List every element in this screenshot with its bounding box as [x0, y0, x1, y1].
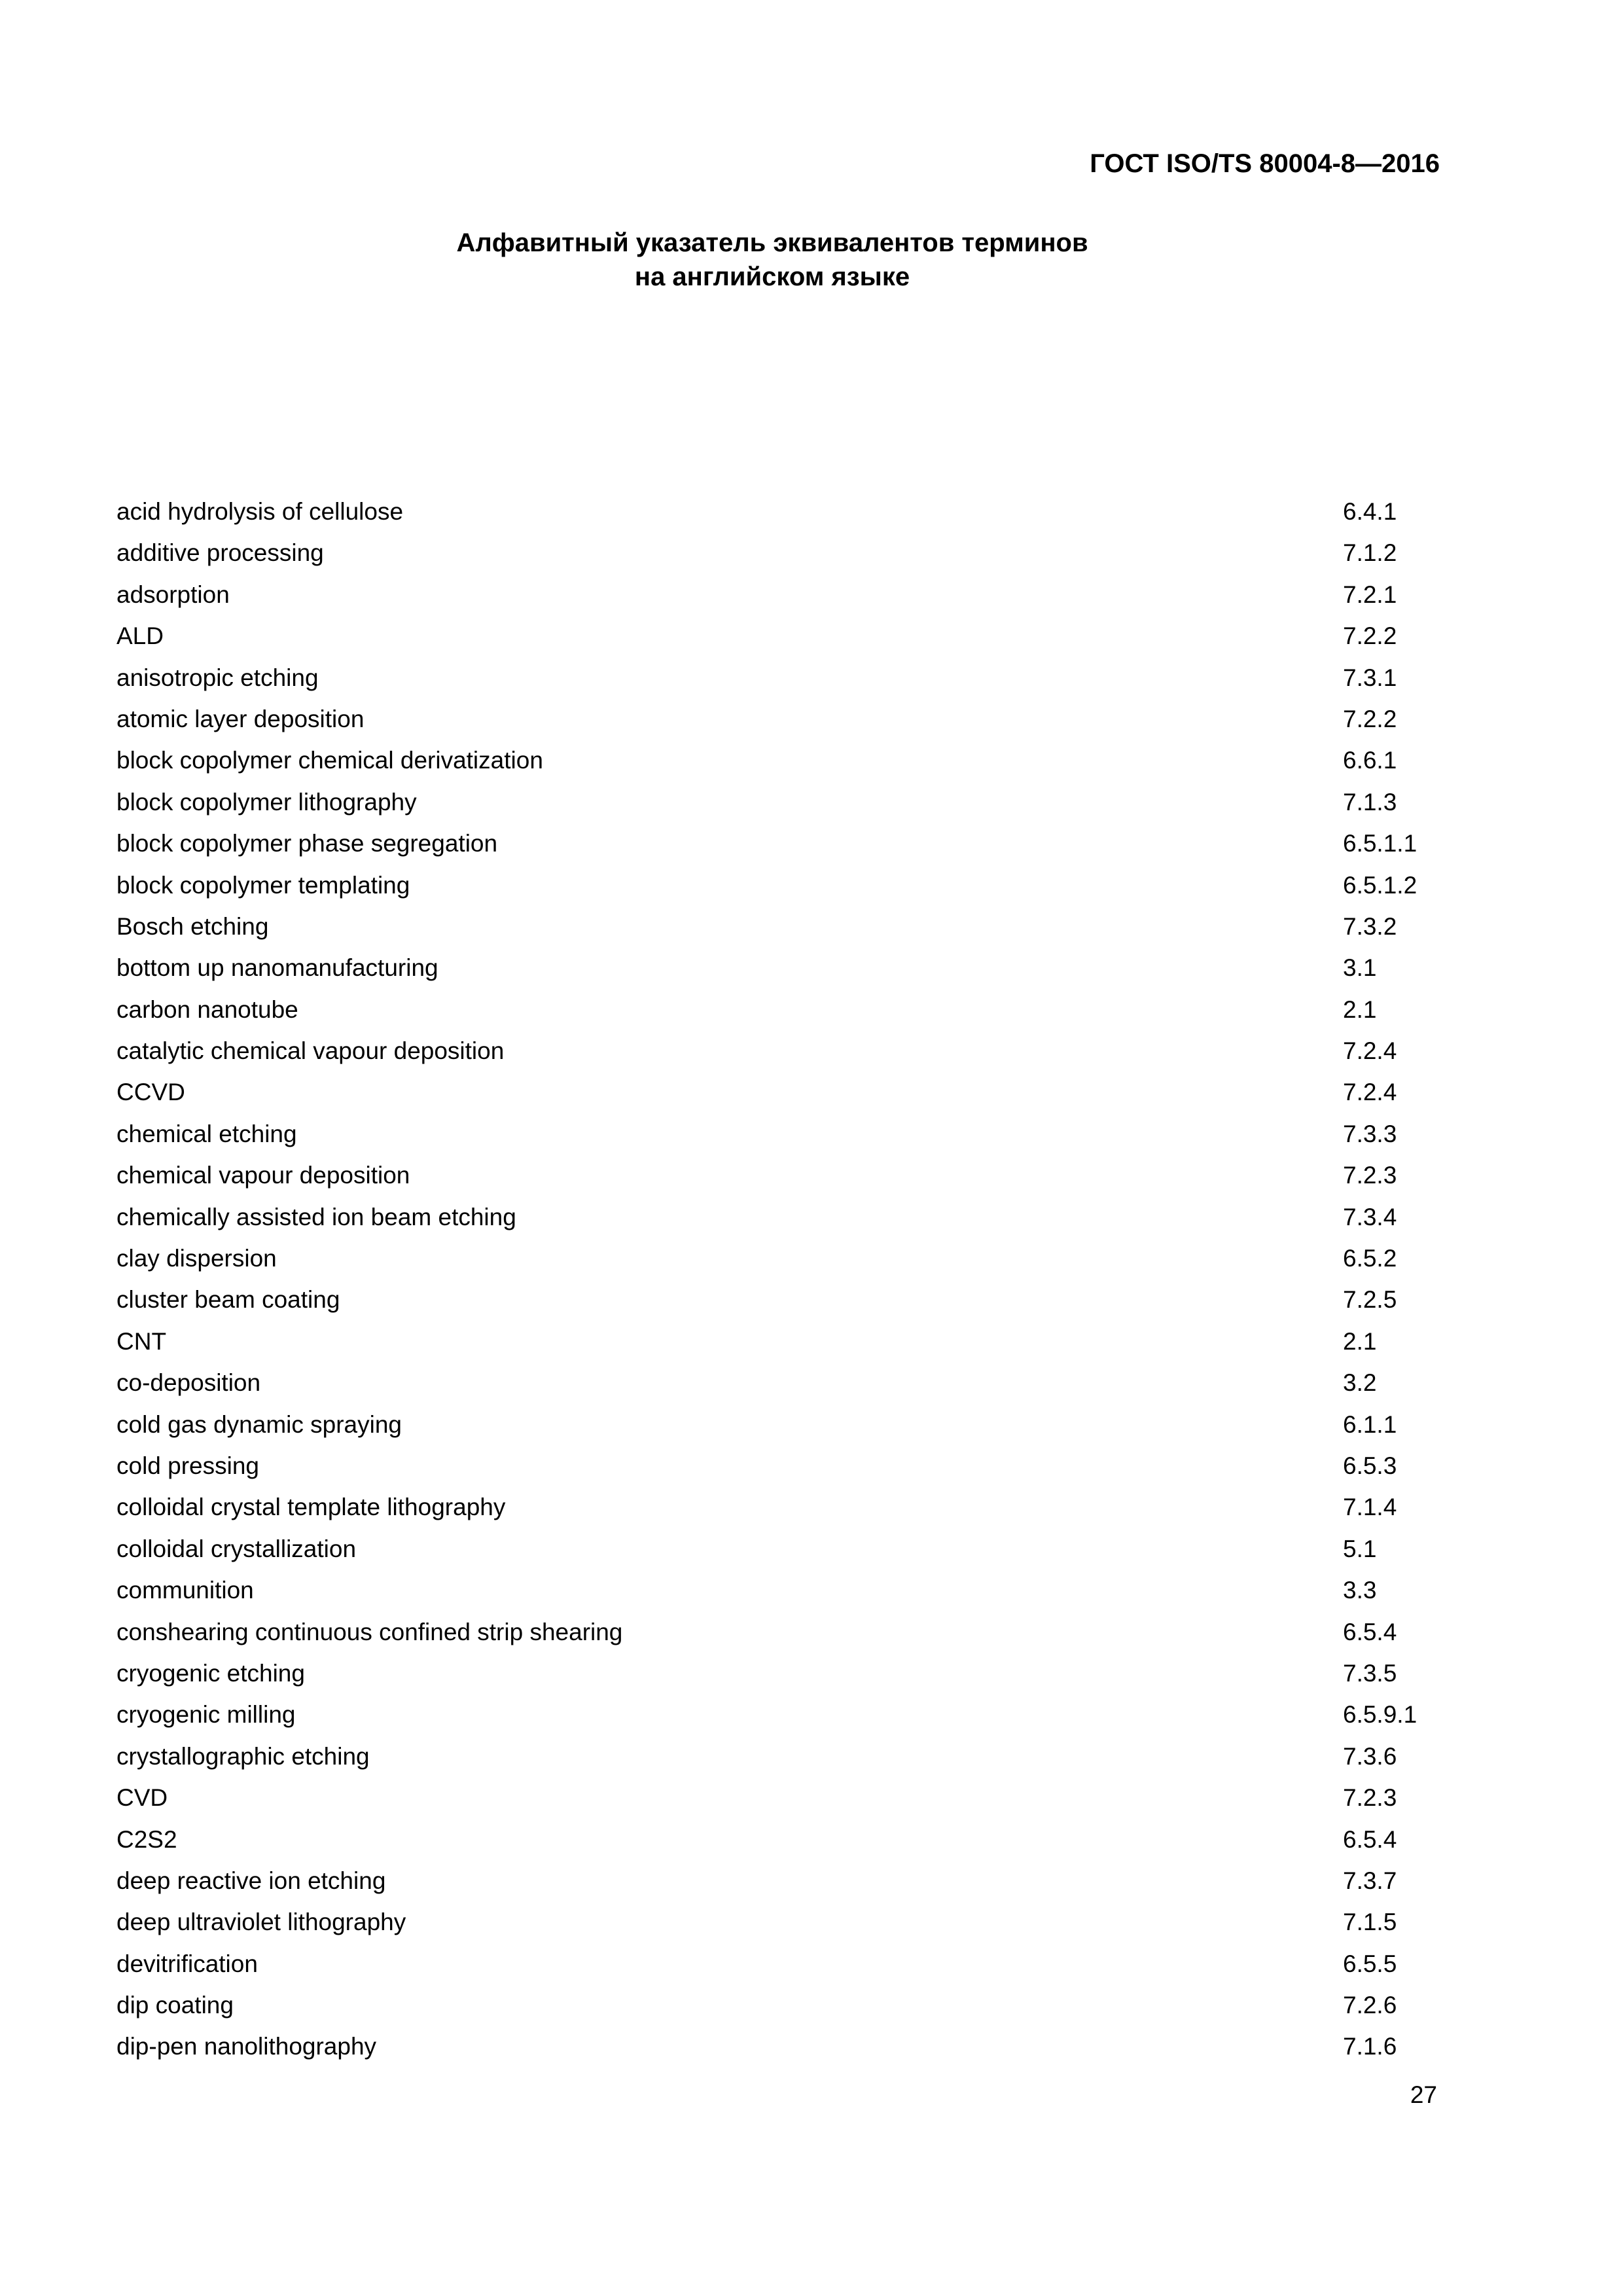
index-entry	[116, 989, 1465, 1030]
index-title-line-1: Алфавитный указатель эквивалентов терминов	[456, 228, 1088, 257]
index-section-ref: 6.5.1.1	[1343, 830, 1418, 857]
index-section-ref: 7.1.3	[1343, 788, 1397, 816]
index-entry	[116, 906, 1465, 947]
term-index-list	[116, 491, 1465, 2068]
index-term: deep reactive ion etching	[116, 1867, 386, 1894]
index-term: conshearing continuous confined strip shearing	[116, 1618, 623, 1645]
index-section-ref: 7.2.2	[1343, 622, 1397, 650]
index-title-line-2: на английском языке	[634, 262, 910, 291]
index-term: block copolymer lithography	[116, 788, 417, 816]
index-entry	[116, 781, 1465, 823]
index-section-ref: 7.3.3	[1343, 1120, 1397, 1147]
index-entry	[116, 1486, 1465, 1528]
index-section-ref: 6.5.9.1	[1343, 1701, 1418, 1729]
index-section-ref: 7.3.7	[1343, 1867, 1397, 1894]
index-section-ref: 6.5.4	[1343, 1618, 1397, 1645]
index-term: block copolymer chemical derivatization	[116, 747, 543, 774]
index-entry	[116, 1445, 1465, 1486]
index-term: adsorption	[116, 581, 230, 608]
index-entry	[116, 2026, 1465, 2067]
index-term: cluster beam coating	[116, 1286, 340, 1314]
index-entry	[116, 740, 1465, 781]
index-entry	[116, 865, 1465, 906]
index-term: co-deposition	[116, 1369, 261, 1397]
index-section-ref: 7.3.4	[1343, 1203, 1397, 1230]
index-section-ref: 7.1.2	[1343, 539, 1397, 567]
index-section-ref: 2.1	[1343, 1327, 1377, 1355]
index-term: catalytic chemical vapour deposition	[116, 1037, 505, 1065]
index-entry	[116, 1238, 1465, 1279]
index-section-ref: 7.2.5	[1343, 1286, 1397, 1314]
index-term: cold gas dynamic spraying	[116, 1410, 402, 1438]
index-term: C2S2	[116, 1825, 177, 1853]
index-term: chemical vapour deposition	[116, 1162, 410, 1189]
index-section-ref: 6.5.5	[1343, 1950, 1397, 1977]
index-term: deep ultraviolet lithography	[116, 1909, 406, 1936]
index-section-ref: 2.1	[1343, 996, 1377, 1023]
index-term: bottom up nanomanufacturing	[116, 954, 438, 982]
index-entry	[116, 823, 1465, 864]
index-term: acid hydrolysis of cellulose	[116, 498, 404, 525]
index-section-ref: 6.4.1	[1343, 498, 1397, 525]
index-entry	[116, 1030, 1465, 1071]
index-entry	[116, 1155, 1465, 1196]
index-term: communition	[116, 1577, 254, 1604]
index-term: Bosch etching	[116, 912, 269, 940]
index-section-ref: 7.2.1	[1343, 581, 1397, 608]
index-section-ref: 6.1.1	[1343, 1410, 1397, 1438]
index-entry	[116, 615, 1465, 656]
index-term: cryogenic etching	[116, 1659, 305, 1687]
index-section-ref: 3.3	[1343, 1577, 1377, 1604]
index-section-ref: 3.2	[1343, 1369, 1377, 1397]
index-entry	[116, 1611, 1465, 1653]
index-entry	[116, 947, 1465, 988]
index-entry	[116, 1362, 1465, 1403]
page-number: 27	[1410, 2081, 1437, 2108]
index-entry	[116, 1736, 1465, 1777]
index-entry	[116, 1984, 1465, 2026]
index-entry	[116, 1113, 1465, 1155]
index-term: block copolymer templating	[116, 871, 410, 899]
index-term: CNT	[116, 1327, 167, 1355]
document-code: ГОСТ ISO/TS 80004-8—2016	[1090, 149, 1440, 178]
index-entry	[116, 1279, 1465, 1320]
index-section-ref: 6.5.1.2	[1343, 871, 1418, 899]
index-term: CCVD	[116, 1079, 185, 1106]
index-section-ref: 6.5.4	[1343, 1825, 1397, 1853]
index-term: dip-pen nanolithography	[116, 2033, 377, 2060]
index-term: anisotropic etching	[116, 664, 319, 691]
index-entry	[116, 1694, 1465, 1735]
index-term: CVD	[116, 1784, 168, 1812]
index-term: crystallographic etching	[116, 1742, 370, 1770]
index-entry	[116, 1901, 1465, 1943]
index-term: colloidal crystal template lithography	[116, 1494, 506, 1521]
index-entry	[116, 1943, 1465, 1984]
index-term: block copolymer phase segregation	[116, 830, 498, 857]
index-section-ref: 7.2.4	[1343, 1079, 1397, 1106]
index-entry	[116, 698, 1465, 740]
index-section-ref: 3.1	[1343, 954, 1377, 982]
index-entry	[116, 491, 1465, 532]
index-section-ref: 7.1.5	[1343, 1909, 1397, 1936]
index-entry	[116, 1071, 1465, 1113]
index-section-ref: 7.3.2	[1343, 912, 1397, 940]
index-term: ALD	[116, 622, 164, 650]
index-section-ref: 5.1	[1343, 1535, 1377, 1562]
index-entry	[116, 532, 1465, 573]
index-term: cryogenic milling	[116, 1701, 296, 1729]
index-term: atomic layer deposition	[116, 705, 365, 732]
index-term: dip coating	[116, 1992, 234, 2019]
index-entry	[116, 1819, 1465, 1860]
index-section-ref: 7.2.2	[1343, 705, 1397, 732]
index-entry	[116, 1860, 1465, 1901]
index-term: cold pressing	[116, 1452, 260, 1479]
index-section-ref: 7.2.3	[1343, 1784, 1397, 1812]
index-section-ref: 7.2.4	[1343, 1037, 1397, 1065]
index-entry	[116, 657, 1465, 698]
index-section-ref: 7.1.4	[1343, 1494, 1397, 1521]
index-entry	[116, 1653, 1465, 1694]
index-section-ref: 7.2.3	[1343, 1162, 1397, 1189]
index-entry	[116, 1528, 1465, 1570]
index-term: chemically assisted ion beam etching	[116, 1203, 516, 1230]
index-section-ref: 6.6.1	[1343, 747, 1397, 774]
index-section-ref: 7.3.1	[1343, 664, 1397, 691]
index-section-ref: 7.1.6	[1343, 2033, 1397, 2060]
index-entry	[116, 1570, 1465, 1611]
index-section-ref: 6.5.2	[1343, 1245, 1397, 1272]
index-term: devitrification	[116, 1950, 258, 1977]
index-term: chemical etching	[116, 1120, 297, 1147]
index-title	[0, 226, 1544, 294]
index-section-ref: 6.5.3	[1343, 1452, 1397, 1479]
index-term: colloidal crystallization	[116, 1535, 357, 1562]
index-entry	[116, 1196, 1465, 1238]
index-term: clay dispersion	[116, 1245, 277, 1272]
index-entry	[116, 1777, 1465, 1818]
index-entry	[116, 1321, 1465, 1362]
index-section-ref: 7.2.6	[1343, 1992, 1397, 2019]
index-section-ref: 7.3.5	[1343, 1659, 1397, 1687]
index-term: additive processing	[116, 539, 324, 567]
index-entry	[116, 574, 1465, 615]
index-term: carbon nanotube	[116, 996, 298, 1023]
index-section-ref: 7.3.6	[1343, 1742, 1397, 1770]
index-entry	[116, 1404, 1465, 1445]
